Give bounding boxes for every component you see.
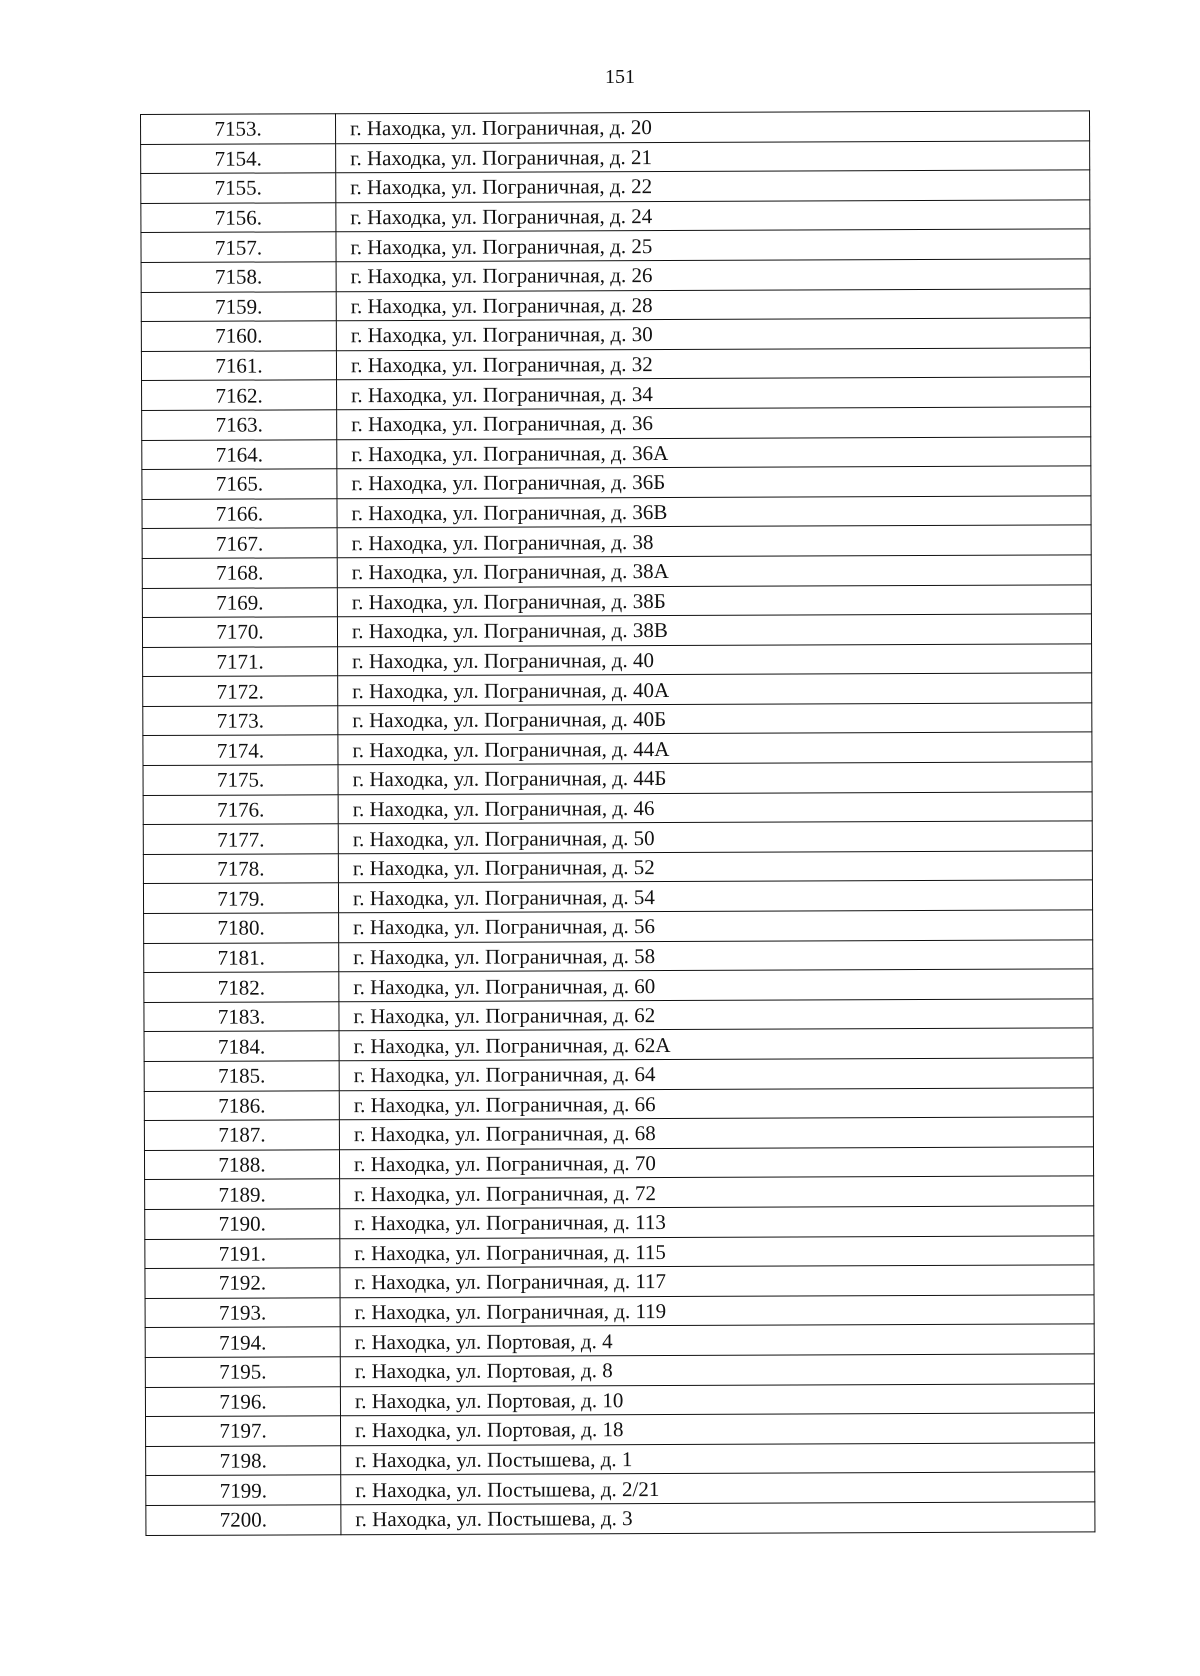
row-number-cell: 7173. <box>143 706 338 736</box>
address-cell: г. Находка, ул. Пограничная, д. 44А <box>338 732 1092 764</box>
row-number-cell: 7172. <box>143 676 338 706</box>
address-cell: г. Находка, ул. Пограничная, д. 64 <box>339 1058 1093 1090</box>
table-row <box>141 259 1090 292</box>
table-row <box>142 377 1091 410</box>
table-row <box>143 880 1092 913</box>
table-row <box>144 1028 1093 1061</box>
row-number-cell: 7180. <box>144 913 339 943</box>
table-row <box>141 140 1090 173</box>
address-cell: г. Находка, ул. Пограничная, д. 60 <box>339 969 1093 1001</box>
table-row <box>143 732 1092 765</box>
row-number-cell: 7187. <box>144 1120 339 1150</box>
row-number-cell: 7190. <box>145 1209 340 1239</box>
address-cell: г. Находка, ул. Пограничная, д. 54 <box>338 880 1092 912</box>
address-cell: г. Находка, ул. Пограничная, д. 38 <box>337 525 1091 557</box>
table-row <box>143 673 1092 706</box>
row-number-cell: 7159. <box>141 291 336 321</box>
row-number-cell: 7178. <box>143 854 338 884</box>
row-number-cell: 7197. <box>146 1416 341 1446</box>
table-row <box>143 821 1092 854</box>
table-row <box>144 1087 1093 1120</box>
table-row <box>145 1324 1094 1357</box>
page-number: 151 <box>605 66 635 88</box>
address-cell: г. Находка, ул. Пограничная, д. 20 <box>336 111 1090 143</box>
row-number-cell: 7181. <box>144 942 339 972</box>
row-number-cell: 7169. <box>142 587 337 617</box>
row-number-cell: 7193. <box>145 1297 340 1327</box>
address-cell: г. Находка, ул. Пограничная, д. 38А <box>337 555 1091 587</box>
row-number-cell: 7165. <box>142 469 337 499</box>
address-cell: г. Находка, ул. Пограничная, д. 115 <box>340 1235 1094 1267</box>
table-row <box>145 1265 1094 1298</box>
table-row <box>141 288 1090 321</box>
table-row <box>144 1117 1093 1150</box>
row-number-cell: 7188. <box>144 1150 339 1180</box>
row-number-cell: 7182. <box>144 972 339 1002</box>
table-row <box>145 1354 1094 1387</box>
table-row <box>143 792 1092 825</box>
address-cell: г. Находка, ул. Пограничная, д. 28 <box>336 288 1090 320</box>
row-number-cell: 7176. <box>143 794 338 824</box>
row-number-cell: 7179. <box>143 883 338 913</box>
row-number-cell: 7171. <box>143 646 338 676</box>
table-row <box>142 614 1091 647</box>
table-row <box>144 1147 1093 1180</box>
row-number-cell: 7157. <box>141 232 336 262</box>
table-row <box>142 584 1091 617</box>
address-cell: г. Находка, ул. Пограничная, д. 58 <box>339 939 1093 971</box>
address-cell: г. Находка, ул. Портовая, д. 8 <box>340 1354 1094 1386</box>
address-cell: г. Находка, ул. Пограничная, д. 119 <box>340 1295 1094 1327</box>
table-row <box>146 1502 1095 1535</box>
row-number-cell: 7196. <box>145 1386 340 1416</box>
table-row <box>143 644 1092 677</box>
row-number-cell: 7156. <box>141 203 336 233</box>
address-cell: г. Находка, ул. Пограничная, д. 40А <box>338 673 1092 705</box>
table-row <box>146 1413 1095 1446</box>
table-row <box>143 703 1092 736</box>
table-row <box>145 1295 1094 1328</box>
table-row <box>145 1176 1094 1209</box>
address-cell: г. Находка, ул. Пограничная, д. 38Б <box>337 584 1091 616</box>
table-row <box>142 555 1091 588</box>
row-number-cell: 7160. <box>141 321 336 351</box>
table-row <box>144 969 1093 1002</box>
row-number-cell: 7189. <box>145 1179 340 1209</box>
address-cell: г. Находка, ул. Портовая, д. 10 <box>340 1383 1094 1415</box>
row-number-cell: 7153. <box>141 114 336 144</box>
address-cell: г. Находка, ул. Пограничная, д. 62А <box>339 1028 1093 1060</box>
table-row <box>142 496 1091 529</box>
row-number-cell: 7163. <box>142 410 337 440</box>
address-cell: г. Находка, ул. Портовая, д. 4 <box>340 1324 1094 1356</box>
row-number-cell: 7191. <box>145 1238 340 1268</box>
address-cell: г. Находка, ул. Пограничная, д. 25 <box>336 229 1090 261</box>
row-number-cell: 7184. <box>144 1031 339 1061</box>
table-row <box>142 407 1091 440</box>
address-cell: г. Находка, ул. Пограничная, д. 24 <box>336 200 1090 232</box>
address-cell: г. Находка, ул. Пограничная, д. 62 <box>339 999 1093 1031</box>
address-cell: г. Находка, ул. Пограничная, д. 36Б <box>337 466 1091 498</box>
table-row <box>141 200 1090 233</box>
address-table-container <box>140 110 1095 1535</box>
address-cell: г. Находка, ул. Пограничная, д. 117 <box>340 1265 1094 1297</box>
address-cell: г. Находка, ул. Постышева, д. 1 <box>341 1443 1095 1475</box>
table-row <box>144 910 1093 943</box>
row-number-cell: 7162. <box>142 380 337 410</box>
table-row <box>141 318 1090 351</box>
row-number-cell: 7166. <box>142 498 337 528</box>
row-number-cell: 7155. <box>141 173 336 203</box>
table-row <box>141 111 1090 144</box>
row-number-cell: 7199. <box>146 1475 341 1505</box>
row-number-cell: 7186. <box>144 1090 339 1120</box>
table-row <box>146 1443 1095 1476</box>
address-cell: г. Находка, ул. Пограничная, д. 46 <box>338 792 1092 824</box>
address-cell: г. Находка, ул. Пограничная, д. 38В <box>337 614 1091 646</box>
row-number-cell: 7164. <box>142 439 337 469</box>
address-cell: г. Находка, ул. Пограничная, д. 72 <box>340 1176 1094 1208</box>
address-table-body <box>141 111 1095 1535</box>
table-row <box>142 436 1091 469</box>
table-row <box>141 170 1090 203</box>
table-row <box>141 348 1090 381</box>
table-row <box>145 1235 1094 1268</box>
row-number-cell: 7200. <box>146 1505 341 1535</box>
address-cell: г. Находка, ул. Пограничная, д. 36 <box>337 407 1091 439</box>
address-cell: г. Находка, ул. Пограничная, д. 30 <box>336 318 1090 350</box>
address-table <box>140 110 1095 1535</box>
row-number-cell: 7174. <box>143 735 338 765</box>
table-row <box>143 851 1092 884</box>
row-number-cell: 7170. <box>142 617 337 647</box>
row-number-cell: 7175. <box>143 765 338 795</box>
table-row <box>146 1472 1095 1505</box>
address-cell: г. Находка, ул. Пограничная, д. 70 <box>339 1147 1093 1179</box>
address-cell: г. Находка, ул. Пограничная, д. 44Б <box>338 762 1092 794</box>
row-number-cell: 7195. <box>145 1357 340 1387</box>
address-cell: г. Находка, ул. Пограничная, д. 66 <box>339 1087 1093 1119</box>
row-number-cell: 7177. <box>143 824 338 854</box>
table-row <box>145 1206 1094 1239</box>
address-cell: г. Находка, ул. Пограничная, д. 40Б <box>338 703 1092 735</box>
table-row <box>145 1383 1094 1416</box>
address-cell: г. Находка, ул. Портовая, д. 18 <box>341 1413 1095 1445</box>
address-cell: г. Находка, ул. Постышева, д. 2/21 <box>341 1472 1095 1504</box>
table-row <box>144 999 1093 1032</box>
row-number-cell: 7158. <box>141 262 336 292</box>
address-cell: г. Находка, ул. Пограничная, д. 40 <box>338 644 1092 676</box>
address-cell: г. Находка, ул. Пограничная, д. 52 <box>338 851 1092 883</box>
row-number-cell: 7198. <box>146 1445 341 1475</box>
address-cell: г. Находка, ул. Пограничная, д. 34 <box>337 377 1091 409</box>
address-cell: г. Находка, ул. Пограничная, д. 32 <box>336 348 1090 380</box>
address-cell: г. Находка, ул. Пограничная, д. 113 <box>340 1206 1094 1238</box>
table-row <box>144 939 1093 972</box>
row-number-cell: 7167. <box>142 528 337 558</box>
row-number-cell: 7168. <box>142 558 337 588</box>
address-cell: г. Находка, ул. Пограничная, д. 26 <box>336 259 1090 291</box>
table-row <box>143 762 1092 795</box>
address-cell: г. Находка, ул. Пограничная, д. 50 <box>338 821 1092 853</box>
row-number-cell: 7154. <box>141 143 336 173</box>
address-cell: г. Находка, ул. Пограничная, д. 68 <box>339 1117 1093 1149</box>
address-cell: г. Находка, ул. Пограничная, д. 56 <box>339 910 1093 942</box>
table-row <box>142 525 1091 558</box>
row-number-cell: 7185. <box>144 1061 339 1091</box>
address-cell: г. Находка, ул. Пограничная, д. 22 <box>336 170 1090 202</box>
address-cell: г. Находка, ул. Пограничная, д. 36А <box>337 436 1091 468</box>
row-number-cell: 7194. <box>145 1327 340 1357</box>
row-number-cell: 7161. <box>141 350 336 380</box>
row-number-cell: 7183. <box>144 1002 339 1032</box>
table-row <box>141 229 1090 262</box>
table-row <box>144 1058 1093 1091</box>
address-cell: г. Находка, ул. Пограничная, д. 21 <box>336 140 1090 172</box>
row-number-cell: 7192. <box>145 1268 340 1298</box>
address-cell: г. Находка, ул. Пограничная, д. 36В <box>337 496 1091 528</box>
table-row <box>142 466 1091 499</box>
address-cell: г. Находка, ул. Постышева, д. 3 <box>341 1502 1095 1534</box>
